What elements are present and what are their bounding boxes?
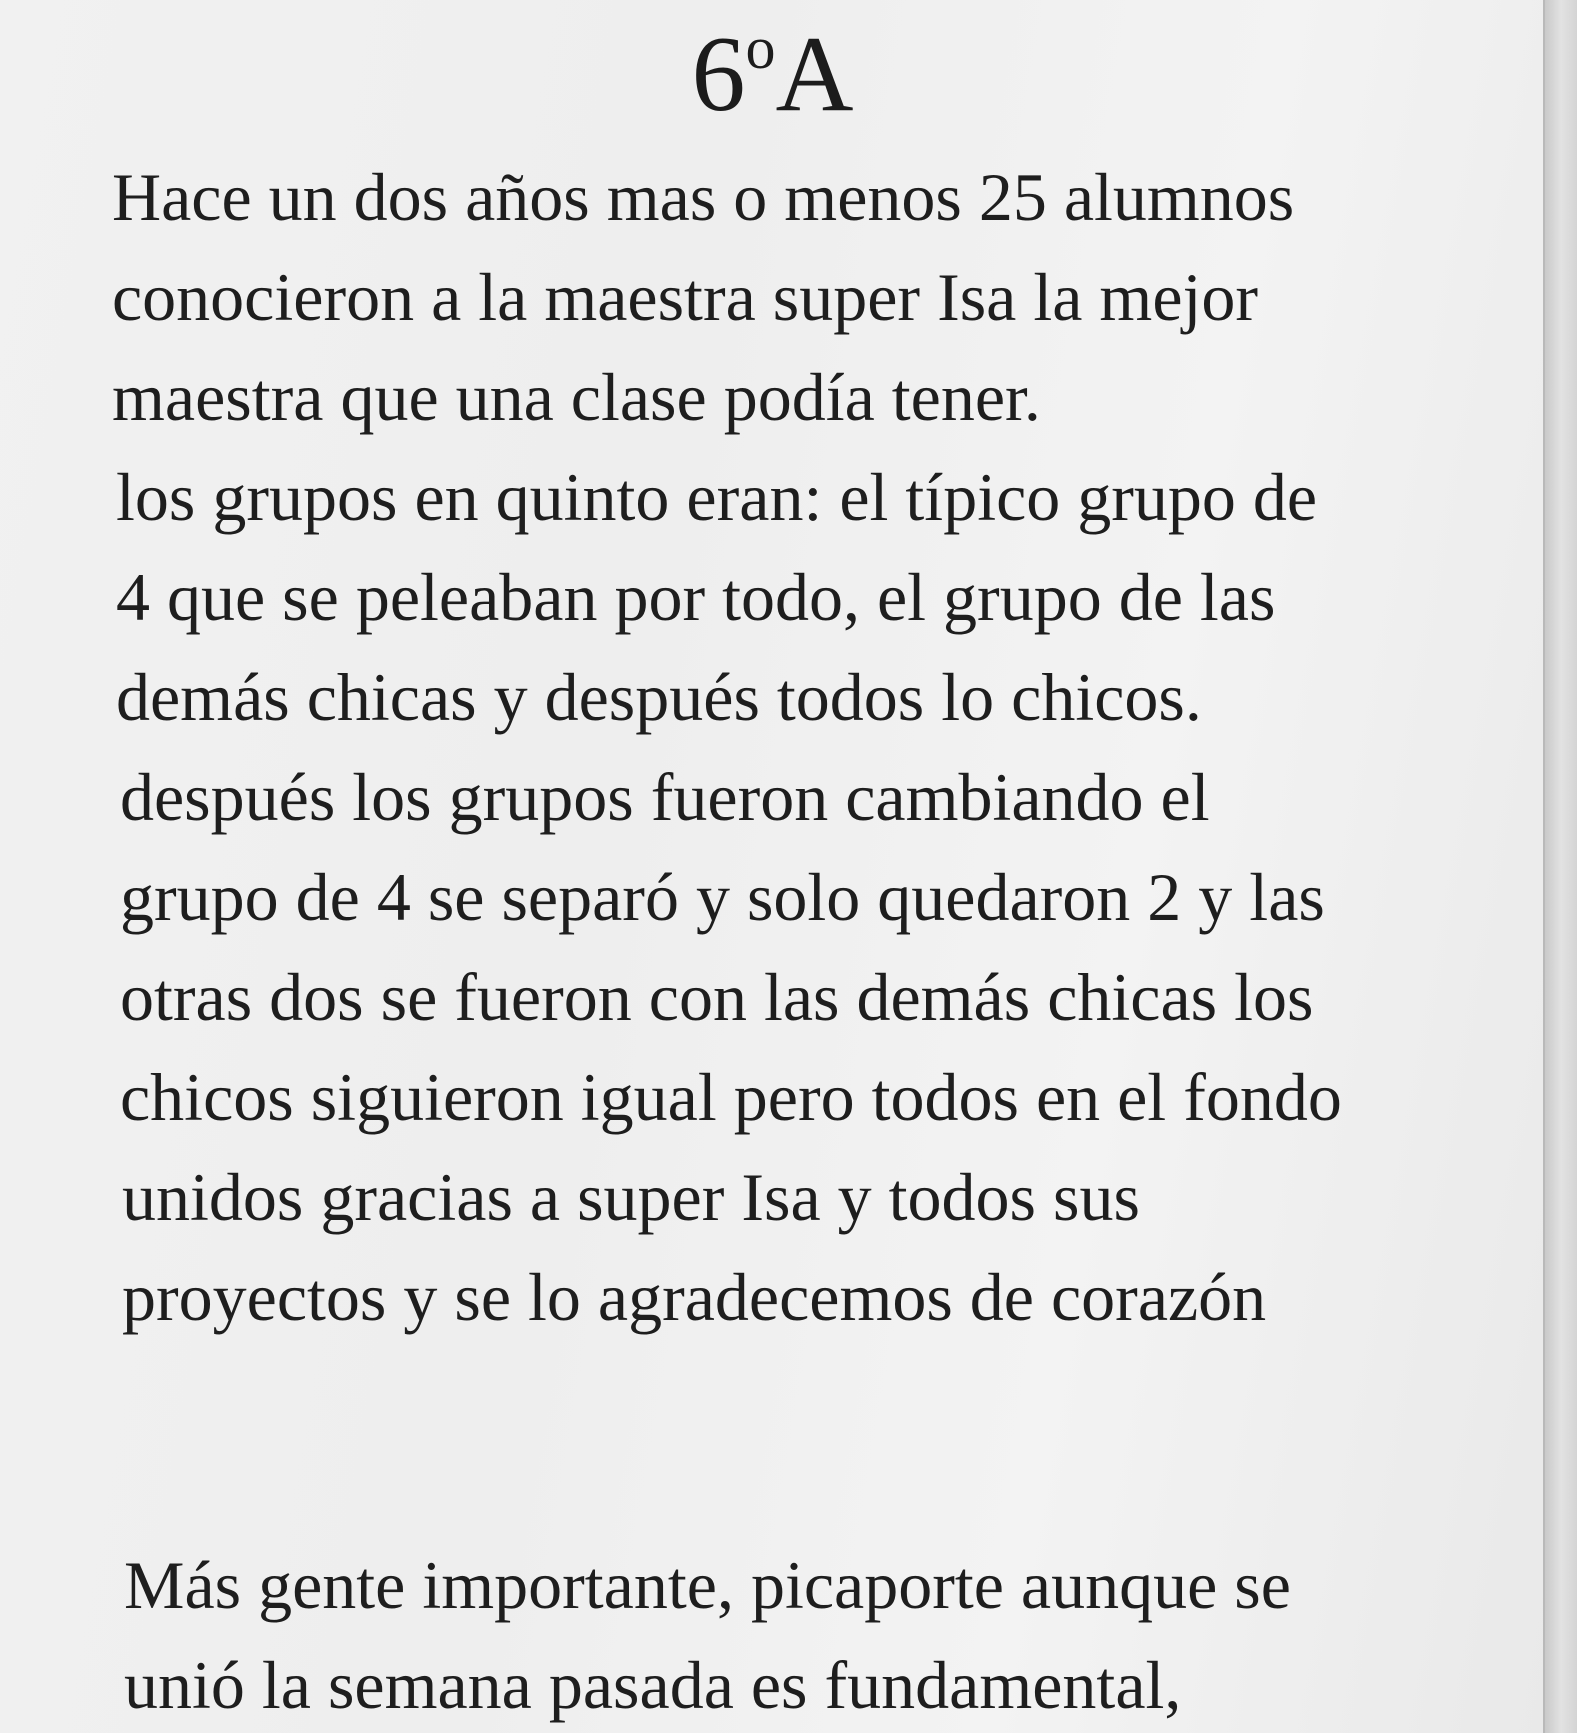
text-line-7: después los grupos fueron cambiando el xyxy=(120,759,1210,835)
text-line-13: Más gente importante, picaporte aunque se xyxy=(124,1547,1291,1623)
text-line-3: maestra que una clase podía tener. xyxy=(112,359,1041,435)
text-line-6: demás chicas y después todos lo chicos. xyxy=(116,659,1202,735)
text-line-14: unió la semana pasada es fundamental, xyxy=(124,1647,1182,1723)
page-title xyxy=(0,10,1545,155)
text-line-9: otras dos se fueron con las demás chicas los xyxy=(120,959,1314,1035)
text-line-4: los grupos en quinto eran: el típico grupo de xyxy=(116,459,1318,535)
text-line-1: Hace un dos años mas o menos 25 alumnos xyxy=(112,159,1295,235)
title-number: 6 xyxy=(691,15,746,134)
title-letter: A xyxy=(775,15,854,134)
text-line-8: grupo de 4 se separó y solo quedaron 2 y las xyxy=(120,859,1325,935)
text-line-2: conocieron a la maestra super Isa la mejor xyxy=(112,259,1259,335)
title-ordinal: o xyxy=(745,15,776,81)
text-line-12: proyectos y se lo agradecemos de corazón xyxy=(122,1259,1267,1335)
text-line-10: chicos siguieron igual pero todos en el fondo xyxy=(120,1059,1342,1135)
paper-edge xyxy=(1543,0,1577,1733)
text-line-5: 4 que se peleaban por todo, el grupo de las xyxy=(116,559,1276,635)
text-line-11: unidos gracias a super Isa y todos sus xyxy=(122,1159,1140,1235)
